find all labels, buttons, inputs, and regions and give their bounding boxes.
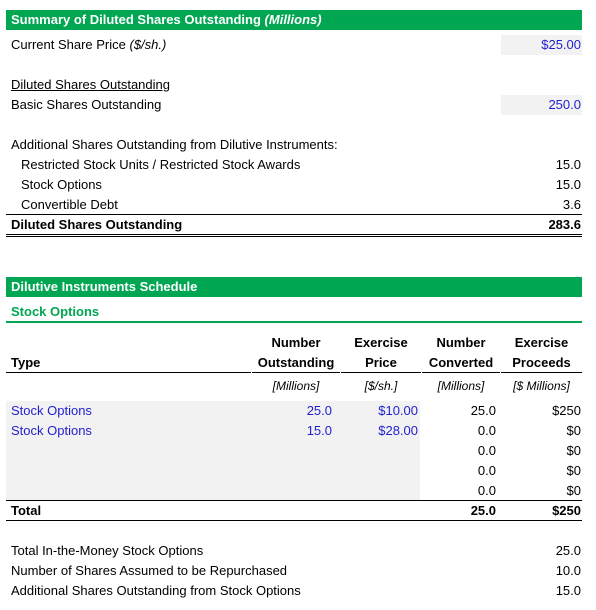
unit-converted: [Millions] <box>437 379 485 393</box>
header-rule-gap-2 <box>340 372 341 373</box>
rsu-label: Restricted Stock Units / Restricted Stock Awards <box>21 157 301 172</box>
additional-shares-header: Additional Shares Outstanding from Dilutive Instruments: <box>11 137 338 152</box>
itm-options-value: 25.0 <box>555 543 581 558</box>
col-header-proceeds-2: Proceeds <box>512 355 571 370</box>
additional-options-label: Additional Shares Outstanding from Stock Options <box>11 583 301 598</box>
unit-proceeds: [$ Millions] <box>513 379 570 393</box>
row-0-proceeds: $250 <box>552 403 581 418</box>
header-rule-gap-3 <box>421 372 422 373</box>
row-4-converted: 0.0 <box>477 483 496 498</box>
col-header-price-1: Exercise <box>354 335 408 350</box>
schedule-subtitle: Stock Options <box>11 304 100 319</box>
stock-options-value: 15.0 <box>555 177 581 192</box>
row-1-converted: 0.0 <box>477 423 496 438</box>
convertible-debt-value: 3.6 <box>562 197 581 212</box>
repurchased-value: 10.0 <box>555 563 581 578</box>
col-header-converted-2: Converted <box>428 355 494 370</box>
unit-price: [$/sh.] <box>364 379 398 393</box>
convertible-debt-label: Convertible Debt <box>21 197 118 212</box>
row-1-type[interactable]: Stock Options <box>11 423 92 438</box>
rsu-value: 15.0 <box>555 157 581 172</box>
diluted-shares-header: Diluted Shares Outstanding <box>11 77 170 92</box>
header-rule <box>6 372 582 373</box>
col-header-converted-1: Number <box>436 335 486 350</box>
row-1-proceeds: $0 <box>566 423 581 438</box>
schedule-total-bottom-rule <box>6 520 582 521</box>
share-price-label-text: Current Share Price <box>11 37 130 52</box>
header-rule-gap-4 <box>500 372 501 373</box>
row-0-type[interactable]: Stock Options <box>11 403 92 418</box>
row-0-converted: 25.0 <box>470 403 496 418</box>
additional-options-value: 15.0 <box>555 583 581 598</box>
schedule-total-proceeds: $250 <box>552 503 581 518</box>
repurchased-label: Number of Shares Assumed to be Repurchased <box>11 563 288 578</box>
row-2-proceeds: $0 <box>566 443 581 458</box>
row-2-converted: 0.0 <box>477 443 496 458</box>
share-price-label <box>11 35 166 55</box>
summary-title-unit: (Millions) <box>264 12 322 27</box>
share-price-unit: ($/sh.) <box>129 37 167 52</box>
schedule-title: Dilutive Instruments Schedule <box>11 279 198 294</box>
row-0-price[interactable]: $10.00 <box>378 403 418 418</box>
total-double-rule-1 <box>6 234 582 235</box>
col-header-outstanding-2: Outstanding <box>257 355 335 370</box>
diluted-total-value: 283.6 <box>548 217 581 232</box>
itm-options-label: Total In-the-Money Stock Options <box>11 543 204 558</box>
unit-outstanding: [Millions] <box>272 379 320 393</box>
col-header-type: Type <box>11 355 41 370</box>
row-4-proceeds: $0 <box>566 483 581 498</box>
row-1-outstanding[interactable]: 15.0 <box>306 423 332 438</box>
summary-title-main: Summary of Diluted Shares Outstanding <box>11 12 265 27</box>
diluted-total-label: Diluted Shares Outstanding <box>11 217 183 232</box>
header-rule-gap-1 <box>251 372 252 373</box>
col-header-proceeds-1: Exercise <box>514 335 569 350</box>
row-1-price[interactable]: $28.00 <box>378 423 418 438</box>
share-price-value[interactable]: $25.00 <box>541 37 581 52</box>
row-0-outstanding[interactable]: 25.0 <box>306 403 332 418</box>
col-header-price-2: Price <box>365 355 397 370</box>
row-3-proceeds: $0 <box>566 463 581 478</box>
summary-title <box>11 10 322 30</box>
row-3-converted: 0.0 <box>477 463 496 478</box>
schedule-total-label: Total <box>11 503 42 518</box>
basic-shares-label: Basic Shares Outstanding <box>11 97 162 112</box>
subtitle-green-rule <box>6 321 582 323</box>
col-header-outstanding-1: Number <box>271 335 321 350</box>
basic-shares-value[interactable]: 250.0 <box>548 97 581 112</box>
stock-options-label: Stock Options <box>21 177 102 192</box>
total-double-rule-2 <box>6 236 582 237</box>
schedule-total-converted: 25.0 <box>470 503 496 518</box>
